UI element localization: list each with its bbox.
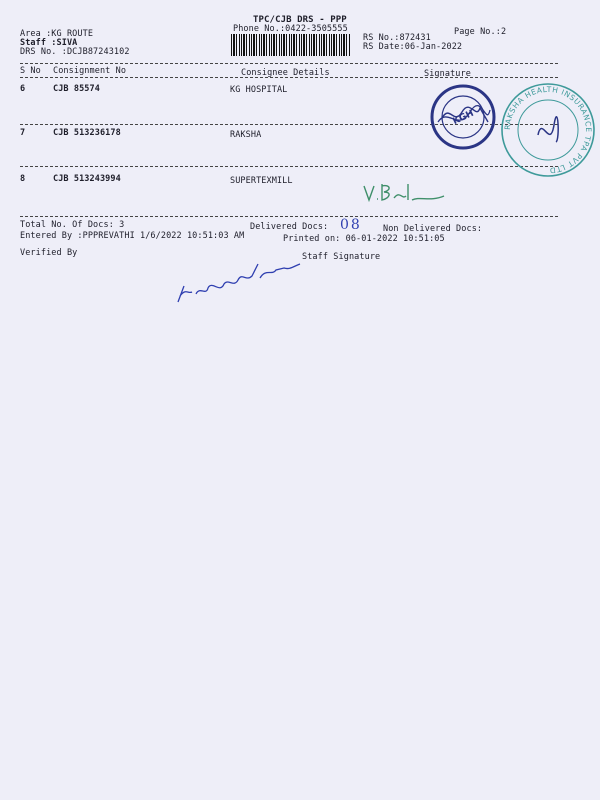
col-signature: Signature (424, 69, 471, 79)
staff-handwritten-signature (172, 252, 312, 304)
row-sno: 8 (20, 174, 26, 184)
total-docs: Total No. Of Docs: 3 (20, 220, 125, 230)
col-sno: S No (20, 66, 41, 76)
phone-number: Phone No.:0422-3505555 (233, 24, 348, 34)
area-label: Area :KG ROUTE (20, 29, 94, 39)
printed-on: Printed on: 06-01-2022 10:51:05 (283, 234, 445, 244)
row-consignee: KG HOSPITAL (230, 85, 288, 95)
divider (20, 63, 558, 64)
raksha-stamp (498, 80, 598, 180)
delivered-docs-label: Delivered Docs: (250, 222, 329, 232)
document-title: TPC/CJB DRS - PPP (253, 15, 347, 25)
barcode (231, 34, 351, 56)
verified-by: Verified By (20, 248, 78, 258)
divider (20, 216, 558, 217)
handwritten-signature (440, 100, 500, 130)
divider (20, 77, 558, 78)
rs-number: RS No.:872431 (363, 33, 431, 43)
entered-by: Entered By :PPPREVATHI 1/6/2022 10:51:03 AM (20, 231, 245, 241)
raksha-stamp-text: RAKSHA HEALTH INSURANCE TPA PVT LTD (502, 84, 594, 176)
handwritten-signature (360, 180, 450, 210)
page-number: Page No.:2 (454, 27, 507, 37)
delivered-docs-handwritten: 08 (340, 217, 362, 233)
row-sno: 6 (20, 84, 26, 94)
drs-number: DRS No. :DCJB87243102 (20, 47, 130, 57)
col-consignment: Consignment No (53, 66, 127, 76)
row-consignee: SUPERTEXMILL (230, 176, 293, 186)
rs-date: RS Date:06-Jan-2022 (363, 42, 463, 52)
row-consignment: CJB 513236178 (53, 128, 121, 138)
row-consignment: CJB 85574 (53, 84, 100, 94)
non-delivered-docs-label: Non Delivered Docs: (383, 224, 483, 234)
row-sno: 7 (20, 128, 26, 138)
divider (20, 166, 558, 167)
row-consignee: RAKSHA (230, 130, 262, 140)
staff-signature-label: Staff Signature (302, 252, 381, 262)
staff-label: Staff :SIVA (20, 38, 78, 48)
col-consignee: Consignee Details (241, 68, 330, 78)
kg-stamp-text: KGH (451, 108, 476, 128)
row-consignment: CJB 513243994 (53, 174, 121, 184)
